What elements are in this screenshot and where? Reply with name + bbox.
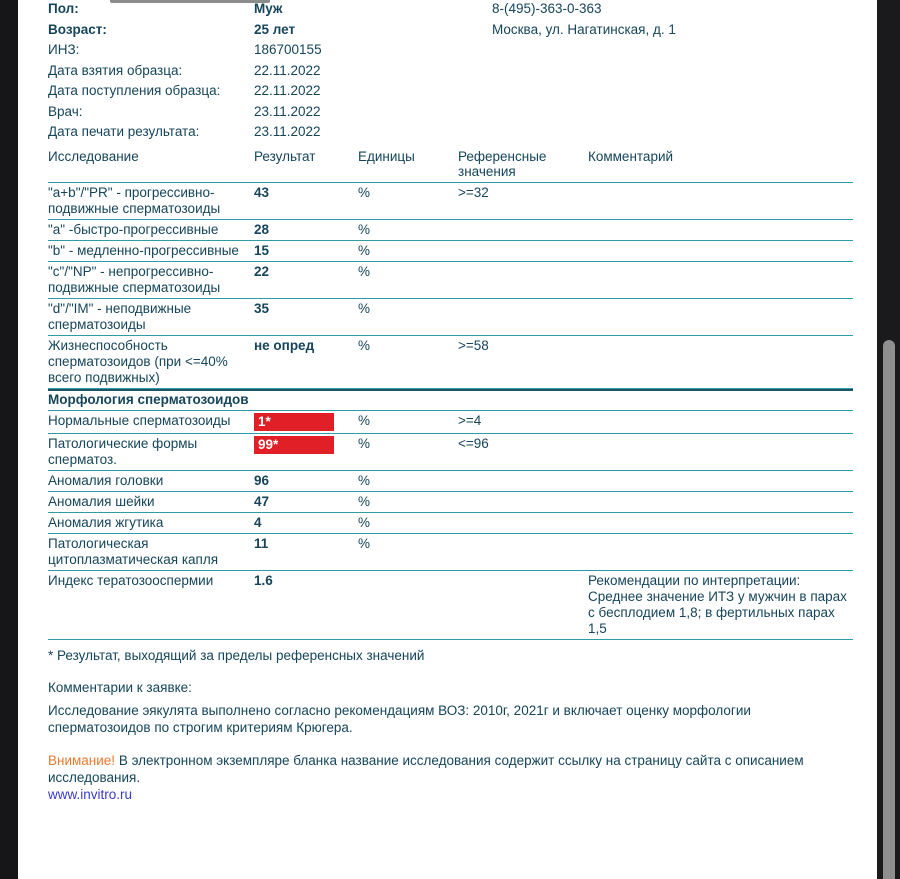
test-name-cell: "a+b"/"PR" - прогрессивно-подвижные сперматозоиды [48, 185, 221, 216]
patient-info-row [48, 2, 855, 16]
scrollbar-thumb[interactable] [883, 340, 895, 879]
reference-cell: <=96 [458, 436, 489, 451]
table-row [48, 534, 853, 571]
table-row [48, 299, 853, 336]
reference-footnote: * Результат, выходящий за пределы референсных значений [48, 648, 425, 663]
results-table [48, 147, 853, 640]
unit-cell: % [358, 473, 371, 488]
result-cell: 1.6 [254, 573, 273, 588]
result-cell: 43 [254, 185, 270, 200]
comment-cell [588, 515, 853, 531]
result-cell: не опред [254, 338, 315, 353]
table-row [48, 336, 853, 389]
info-label: Дата печати результата: [48, 124, 200, 139]
test-name-cell: Нормальные сперматозоиды [48, 413, 231, 428]
table-row [48, 262, 853, 299]
abnormal-result-highlight: 1* [254, 413, 334, 431]
table-section-header: Морфология сперматозоидов [48, 389, 853, 411]
patient-info-row [48, 43, 855, 57]
unit-cell: % [358, 243, 371, 258]
test-name-cell: Аномалия головки [48, 473, 164, 488]
table-row [48, 571, 853, 640]
comments-label: Комментарии к заявке: [48, 680, 192, 695]
reference-cell [458, 536, 588, 568]
unit-cell: % [358, 185, 371, 200]
result-cell: 96 [254, 473, 270, 488]
column-header: Единицы [358, 149, 415, 164]
invitro-website-link[interactable]: www.invitro.ru [48, 787, 133, 802]
methodology-comment: Исследование эякулята выполнено согласно рекомендациям ВОЗ: 2010г, 2021г и включает оценку морфологии сперматозоидов по строгим критериям Крюгера. [48, 703, 751, 735]
test-name-cell: Аномалия жгутика [48, 515, 164, 530]
unit-cell: % [358, 264, 371, 279]
scrollbar-track[interactable] [877, 0, 900, 879]
comment-cell [588, 243, 853, 259]
test-name-cell: Аномалия шейки [48, 494, 155, 509]
table-row [48, 241, 853, 262]
warning-paragraph [48, 752, 855, 803]
warning-text: В электронном экземпляре бланка название исследования содержит ссылку на страницу сайта с описанием исследования. [48, 753, 804, 785]
unit-cell: % [358, 338, 371, 353]
comment-cell [588, 536, 853, 568]
table-row [48, 471, 853, 492]
table-row [48, 220, 853, 241]
info-label: Дата поступления образца: [48, 83, 221, 98]
reference-cell: >=58 [458, 338, 489, 353]
column-header: Референсные значения [458, 149, 547, 179]
reference-cell [458, 515, 588, 531]
info-value: 22.11.2022 [254, 62, 321, 78]
info-label: Дата взятия образца: [48, 62, 183, 78]
patient-info-row [48, 125, 855, 139]
test-name-cell: Патологические формы сперматоз. [48, 436, 198, 467]
comment-cell [588, 222, 853, 238]
result-cell: 15 [254, 243, 270, 258]
result-cell: 35 [254, 301, 270, 316]
result-cell [254, 436, 358, 468]
info-label: Врач: [48, 103, 83, 119]
patient-info-block [48, 0, 855, 139]
info-value: 22.11.2022 [254, 83, 321, 98]
result-cell: 4 [254, 515, 262, 530]
report-content [18, 0, 877, 803]
info-label: Возраст: [48, 21, 107, 37]
unit-cell: % [358, 494, 371, 509]
comment-cell [588, 413, 853, 431]
reference-cell [458, 264, 588, 296]
info-value: 23.11.2022 [254, 103, 321, 119]
test-name-cell: Индекс тератозооспермии [48, 573, 214, 588]
test-name-cell: "c"/"NP" - непрогрессивно-подвижные сперматозоиды [48, 264, 221, 295]
table-body [48, 183, 853, 640]
lab-report-page [18, 0, 877, 879]
test-name-cell: Жизнеспособность сперматозоидов (при <=40% всего подвижных) [48, 338, 228, 385]
column-header: Результат [254, 149, 316, 164]
result-cell: 28 [254, 222, 270, 237]
info-value: 186700155 [254, 42, 322, 57]
clinic-phone: 8-(495)-363-0-363 [492, 1, 602, 16]
abnormal-result-highlight: 99* [254, 436, 334, 454]
info-value: 25 лет [254, 21, 296, 37]
info-label: Пол: [48, 1, 79, 16]
comment-cell [588, 494, 853, 510]
reference-cell [458, 573, 588, 637]
patient-info-row [48, 105, 855, 119]
result-cell: 22 [254, 264, 270, 279]
reference-cell [458, 473, 588, 489]
reference-cell [458, 243, 588, 259]
patient-info-row [48, 64, 855, 78]
patient-info-row [48, 23, 855, 37]
result-cell: 11 [254, 536, 269, 551]
comment-cell [588, 264, 853, 296]
table-row [48, 513, 853, 534]
reference-cell [458, 301, 588, 333]
comment-cell [588, 436, 853, 468]
comment-cell [588, 473, 853, 489]
reference-cell: >=4 [458, 413, 482, 428]
unit-cell [358, 573, 458, 637]
table-header-row [48, 147, 853, 183]
test-name-cell: "b" - медленно-прогрессивные [48, 243, 239, 258]
table-row [48, 411, 853, 434]
unit-cell: % [358, 436, 371, 451]
unit-cell: % [358, 301, 371, 316]
test-name-cell: Патологическая цитоплазматическая капля [48, 536, 219, 567]
table-row [48, 492, 853, 513]
reference-cell [458, 222, 588, 238]
unit-cell: % [358, 536, 371, 551]
reference-cell: >=32 [458, 185, 489, 200]
comment-cell [588, 185, 853, 217]
warning-label: Внимание! [48, 753, 116, 768]
table-row [48, 183, 853, 220]
comment-cell [588, 301, 853, 333]
result-cell: 47 [254, 494, 270, 509]
column-header: Комментарий [588, 149, 674, 164]
table-row [48, 434, 853, 471]
result-cell [254, 413, 358, 431]
info-value: Муж [254, 1, 283, 16]
comment-cell [588, 338, 853, 386]
column-header: Исследование [48, 149, 139, 164]
info-label: ИНЗ: [48, 42, 80, 57]
unit-cell: % [358, 515, 371, 530]
patient-info-row [48, 84, 855, 98]
unit-cell: % [358, 222, 371, 237]
comment-cell: Рекомендации по интерпретации: Среднее значение ИТЗ у мужчин в парах с бесплодием 1,8; в фертильных парах 1,5 [588, 573, 847, 636]
unit-cell: % [358, 413, 371, 428]
test-name-cell: "d"/"IM" - неподвижные сперматозоиды [48, 301, 192, 332]
clinic-address: Москва, ул. Нагатинская, д. 1 [492, 21, 676, 37]
clinic-contacts [492, 2, 676, 43]
reference-cell [458, 494, 588, 510]
info-value: 23.11.2022 [254, 124, 321, 139]
test-name-cell: "a" -быстро-прогрессивные [48, 222, 219, 237]
